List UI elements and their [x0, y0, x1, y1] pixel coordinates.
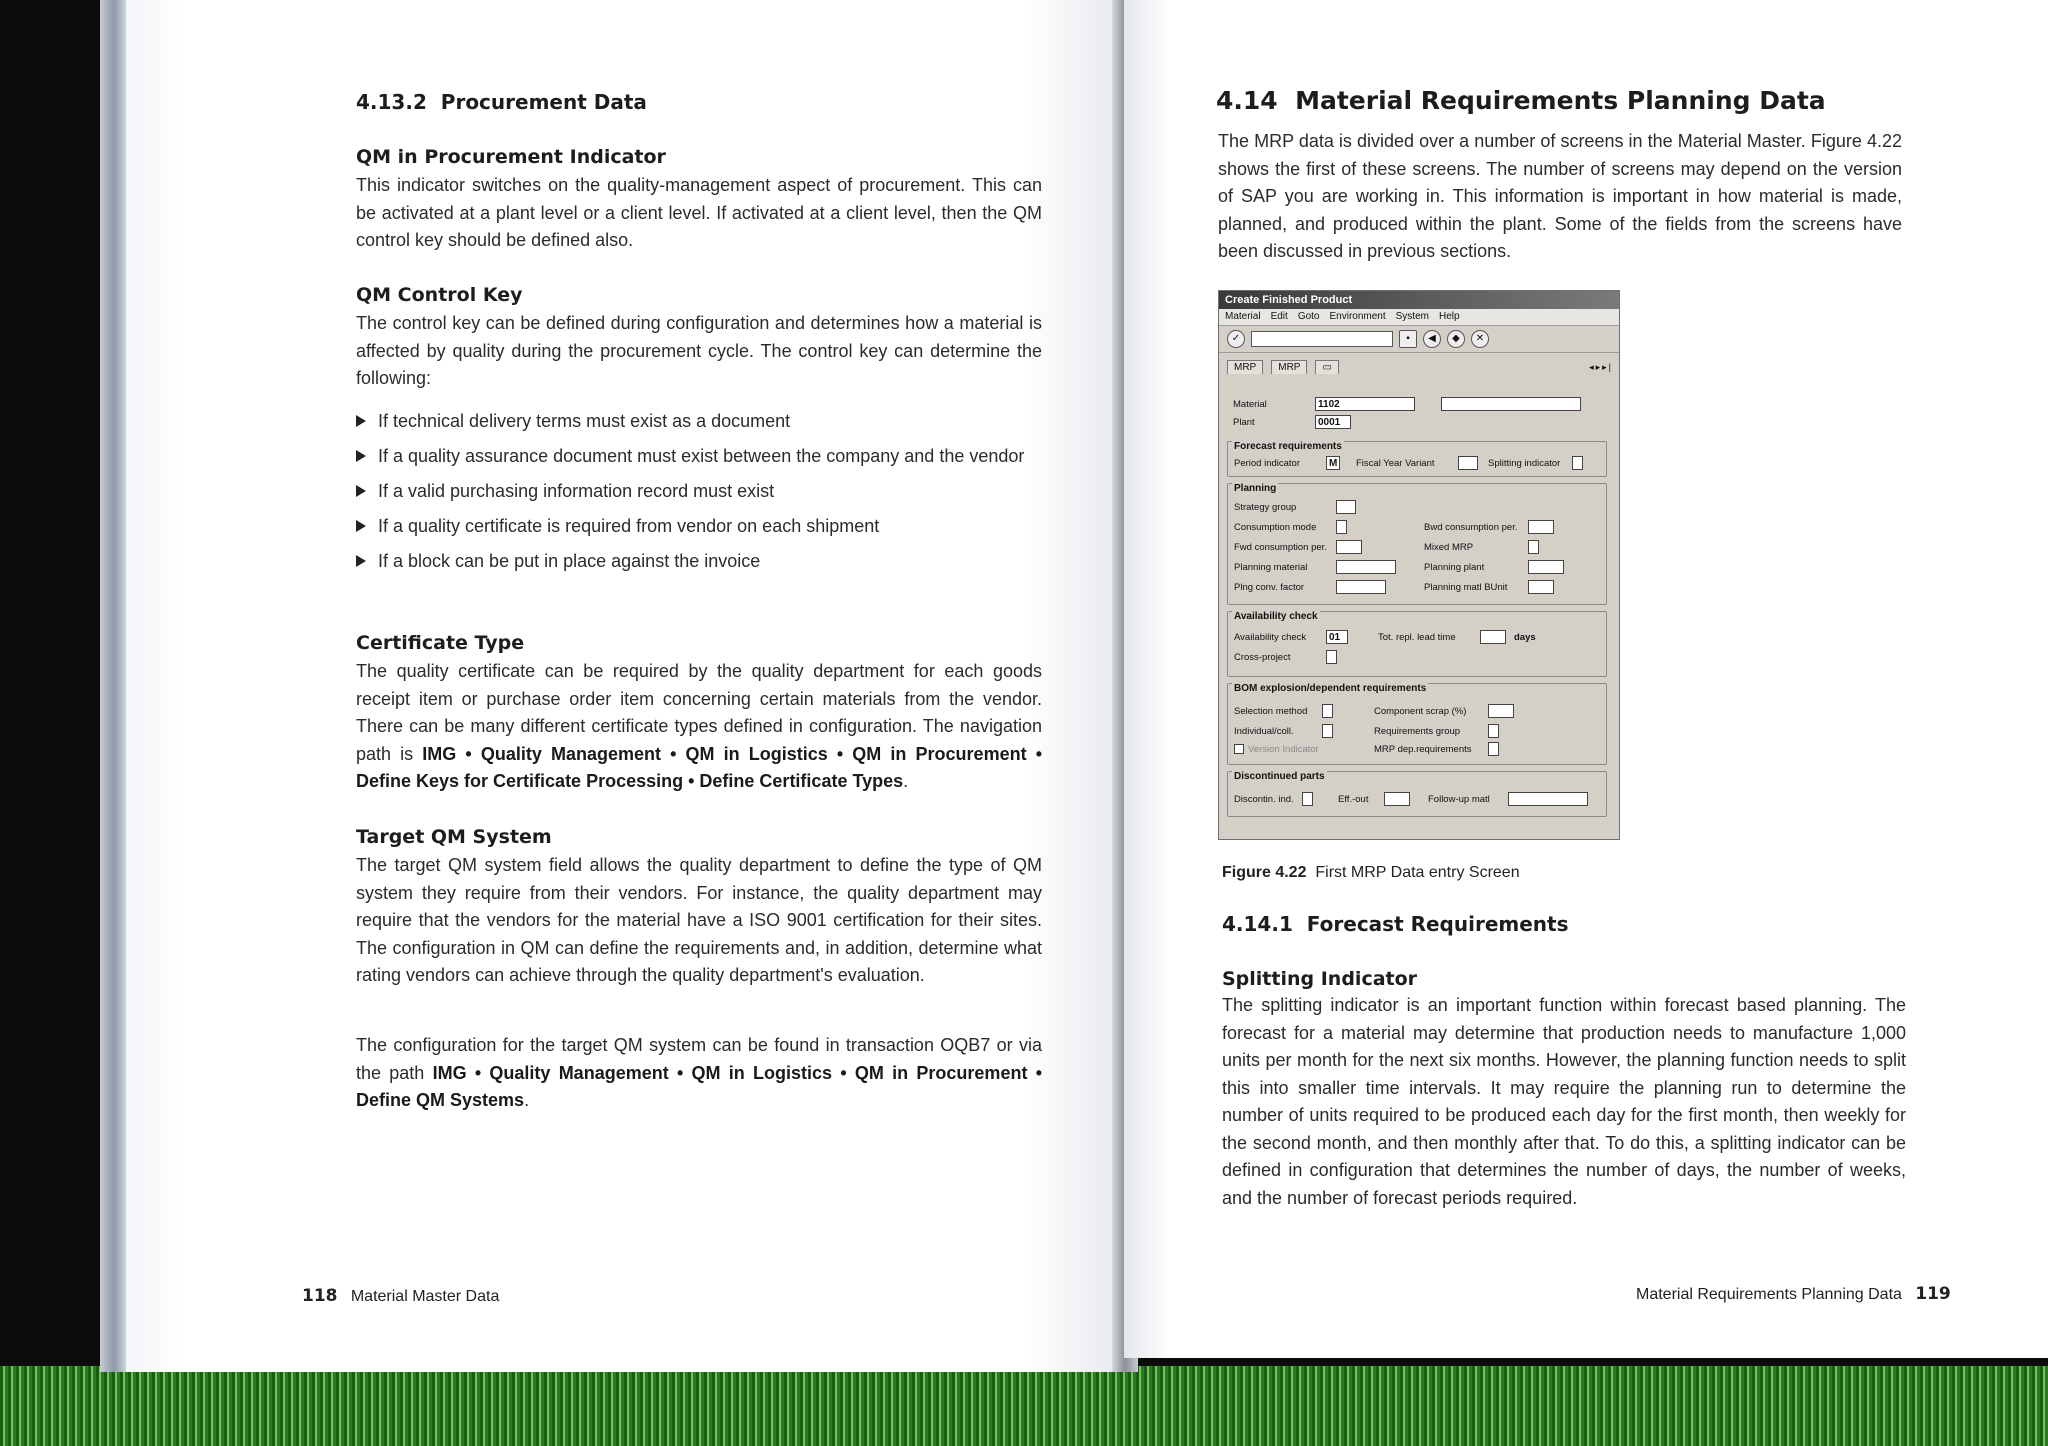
eff-out-field[interactable]: [1384, 792, 1410, 806]
paragraph-splitting-indicator: The splitting indicator is an important function within forecast based planning. The forecast for a material may determine that production needs to manufacture 1,000 units per month for the next six months. However, the planning function needs to split this into smaller time intervals. It may require the planning run to determine the number of units required to be produced each day for the first month, then weekly for the second month, and then monthly after that. To do this, a splitting indicator can be defined in configuration that determines the number of days, the number of weeks, and the number of forecast periods required.: [1222, 995, 1906, 1208]
fwd-consumption-field[interactable]: [1336, 540, 1362, 554]
mrp-dep-requirements-label: MRP dep.requirements: [1374, 744, 1472, 755]
requirements-group-label: Requirements group: [1374, 726, 1461, 737]
splitting-indicator-label: Splitting indicator: [1488, 458, 1561, 469]
plng-conv-factor-label: Plng conv. factor: [1234, 582, 1305, 593]
subheading-certificate-type: Certificate Type: [356, 632, 525, 654]
running-title: Material Requirements Planning Data: [1636, 1286, 1902, 1303]
follow-up-matl-field[interactable]: [1508, 792, 1588, 806]
subheading-qm-procurement-indicator: QM in Procurement Indicator: [356, 146, 666, 168]
planning-plant-label: Planning plant: [1424, 562, 1485, 573]
strategy-group-label: Strategy group: [1234, 502, 1297, 513]
plng-conv-factor-field[interactable]: [1336, 580, 1386, 594]
navigation-path: IMG • Quality Management • QM in Logistics • QM in Procurement • Define Keys for Certificate Processing • Define Certificate Types: [356, 743, 1042, 791]
group-title: Discontinued parts: [1234, 771, 1325, 782]
figure-label: Figure 4.22: [1222, 864, 1307, 881]
running-title: Material Master Data: [350, 1288, 500, 1305]
version-indicator-checkbox[interactable]: [1234, 744, 1244, 754]
period-indicator-field[interactable]: M: [1326, 456, 1340, 470]
right-folio: [1636, 1284, 1951, 1304]
scanner-edge-strip: [0, 1366, 2048, 1446]
bullet-triangle-icon: [356, 555, 366, 567]
paragraph-mrp-intro: The MRP data is divided over a number of screens in the Material Master. Figure 4.22 shows the first of these screens. The number of screens may depend on the version of SAP you are working in. This information is important in how material is made, planned, and produced within the plant. Some of the fields from the screens have been discussed in previous sections.: [1218, 131, 1902, 261]
save-icon[interactable]: ▪: [1399, 330, 1417, 348]
fiscal-year-variant-label: Fiscal Year Variant: [1356, 458, 1435, 469]
paragraph-qm-procurement-indicator: This indicator switches on the quality-management aspect of procurement. This can be activated at a plant level or a client level. If activated at a client level, then the QM control key should be defined also.: [356, 175, 1042, 250]
sap-window-title: Create Finished Product: [1219, 291, 1619, 309]
command-field[interactable]: [1251, 331, 1393, 347]
menu-item[interactable]: Help: [1438, 311, 1460, 322]
paragraph-qm-control-key: The control key can be defined during configuration and determines how a material is affected by quality during the procurement cycle. The control key can determine the following:: [356, 313, 1042, 388]
group-title: Availability check: [1234, 611, 1318, 622]
tot-repl-lead-time-label: Tot. repl. lead time: [1378, 632, 1456, 643]
left-folio: [302, 1286, 499, 1306]
splitting-indicator-field[interactable]: [1572, 456, 1583, 470]
fiscal-year-variant-field[interactable]: [1458, 456, 1478, 470]
bullet-triangle-icon: [356, 450, 366, 462]
subsection-heading-4-14-1: [1222, 912, 1569, 936]
list-item: If technical delivery terms must exist as a document: [356, 408, 1042, 435]
plant-label: Plant: [1233, 417, 1255, 428]
requirements-group-field[interactable]: [1488, 724, 1499, 738]
sap-tab-strip: [1219, 355, 1619, 379]
enter-check-icon[interactable]: ✓: [1227, 330, 1245, 348]
menu-item[interactable]: Material: [1225, 311, 1261, 322]
group-title: Forecast requirements: [1234, 441, 1342, 452]
menu-item[interactable]: Environment: [1329, 311, 1386, 322]
material-field[interactable]: 1102: [1315, 397, 1415, 411]
discontin-ind-label: Discontin. ind.: [1234, 794, 1294, 805]
section-heading-4-13-2: [356, 90, 647, 114]
planning-material-label: Planning material: [1234, 562, 1308, 573]
tab-mrp-2[interactable]: MRP: [1271, 360, 1307, 374]
strategy-group-field[interactable]: [1336, 500, 1356, 514]
section-number: 4.14: [1216, 86, 1278, 115]
figure-caption: [1222, 864, 1520, 882]
tab-next[interactable]: ▭: [1315, 360, 1338, 374]
section-heading-4-14: [1216, 86, 1826, 115]
bwd-consumption-field[interactable]: [1528, 520, 1554, 534]
group-title: BOM explosion/dependent requirements: [1234, 683, 1427, 694]
consumption-mode-field[interactable]: [1336, 520, 1347, 534]
tot-repl-lead-time-field[interactable]: [1480, 630, 1506, 644]
bullet-triangle-icon: [356, 415, 366, 427]
tab-mrp-1[interactable]: MRP: [1227, 360, 1263, 374]
section-title: Procurement Data: [440, 90, 647, 114]
planning-group: [1227, 483, 1607, 605]
mixed-mrp-field[interactable]: [1528, 540, 1539, 554]
planning-plant-field[interactable]: [1528, 560, 1564, 574]
subheading-target-qm-system: Target QM System: [356, 826, 552, 848]
cross-project-label: Cross-project: [1234, 652, 1291, 663]
bom-explosion-group: [1227, 683, 1607, 765]
eff-out-label: Eff.-out: [1338, 794, 1369, 805]
page-number: 119: [1915, 1284, 1951, 1304]
planning-matl-bunit-field[interactable]: [1528, 580, 1554, 594]
section-title: Material Requirements Planning Data: [1295, 86, 1826, 115]
forecast-requirements-group: [1227, 441, 1607, 477]
bwd-consumption-label: Bwd consumption per.: [1424, 522, 1518, 533]
version-indicator-label: Version Indicator: [1248, 744, 1319, 755]
control-key-bullet-list: [356, 408, 1042, 583]
individual-coll-label: Individual/coll.: [1234, 726, 1294, 737]
consumption-mode-label: Consumption mode: [1234, 522, 1317, 533]
days-unit-label: days: [1514, 632, 1536, 643]
sap-menu-bar: [1219, 309, 1619, 326]
list-item: If a quality certificate is required from vendor on each shipment: [356, 513, 1042, 540]
subheading-qm-control-key: QM Control Key: [356, 284, 523, 306]
book-left-edge: [100, 0, 128, 1372]
figure-caption-text: First MRP Data entry Screen: [1315, 864, 1520, 881]
discontinued-parts-group: [1227, 771, 1607, 817]
component-scrap-label: Component scrap (%): [1374, 706, 1467, 717]
subsection-number: 4.14.1: [1222, 912, 1293, 936]
mrp-dep-requirements-field[interactable]: [1488, 742, 1499, 756]
menu-item[interactable]: Goto: [1297, 311, 1320, 322]
tab-scroll-arrows-icon[interactable]: ◂▸▸|: [1589, 361, 1613, 372]
material-label: Material: [1233, 399, 1267, 410]
selection-method-field[interactable]: [1322, 704, 1333, 718]
sap-toolbar: [1219, 326, 1619, 353]
planning-matl-bunit-label: Planning matl BUnit: [1424, 582, 1508, 593]
subheading-splitting-indicator: Splitting Indicator: [1222, 968, 1418, 990]
mixed-mrp-label: Mixed MRP: [1424, 542, 1474, 553]
planning-material-field[interactable]: [1336, 560, 1396, 574]
bullet-triangle-icon: [356, 485, 366, 497]
exit-icon[interactable]: ◆: [1447, 330, 1465, 348]
cross-project-checkbox[interactable]: [1326, 650, 1337, 664]
availability-check-field[interactable]: 01: [1326, 630, 1348, 644]
navigation-path: IMG • Quality Management • QM in Logistics • QM in Procurement • Define QM Systems: [356, 1062, 1043, 1110]
page-number: 118: [302, 1286, 338, 1306]
plant-field[interactable]: 0001: [1315, 415, 1351, 429]
subsection-title: Forecast Requirements: [1306, 912, 1569, 936]
list-item: If a valid purchasing information record must exist: [356, 478, 1042, 505]
list-item: If a block can be put in place against the invoice: [356, 548, 1042, 575]
menu-item[interactable]: System: [1395, 311, 1429, 322]
period-indicator-label: Period indicator: [1234, 458, 1301, 469]
group-title: Planning: [1234, 483, 1277, 494]
availability-check-label: Availability check: [1234, 632, 1307, 643]
discontin-ind-field[interactable]: [1302, 792, 1313, 806]
sap-mrp-screen-figure: [1218, 290, 1620, 840]
component-scrap-field[interactable]: [1488, 704, 1514, 718]
list-item: If a quality assurance document must exist between the company and the vendor: [356, 443, 1042, 470]
paragraph-target-qm-config: The configuration for the target QM system can be found in transaction OQB7 or via the path IMG • Quality Management • QM in Logistics • QM in Procurement • Define QM Systems.: [356, 1035, 1043, 1110]
fwd-consumption-label: Fwd consumption per.: [1234, 542, 1327, 553]
bullet-triangle-icon: [356, 520, 366, 532]
paragraph-target-qm-system: The target QM system field allows the quality department to define the type of QM system they require from their vendors. For instance, the quality department may require that the vendors for the material have a ISO 9001 certification for their sites. The configuration in QM can define the requirements and, in addition, determine what rating vendors can achieve through the quality department's evaluation.: [356, 855, 1042, 985]
selection-method-label: Selection method: [1234, 706, 1308, 717]
paragraph-certificate-type: The quality certificate can be required by the quality department for each goods receipt item or purchase order item concerning certain materials from the vendor. There can be many different certificate types defined in configuration. The navigation path is IMG • Quality Management • QM in Logistics • QM in Procurement • Define Keys for Certificate Processing • Define Certificate Types.: [356, 661, 1042, 791]
follow-up-matl-label: Follow-up matl: [1428, 794, 1490, 805]
back-icon[interactable]: ◀: [1423, 330, 1441, 348]
material-description-field[interactable]: [1441, 397, 1581, 411]
section-number: 4.13.2: [356, 90, 427, 114]
availability-check-group: [1227, 611, 1607, 677]
individual-coll-field[interactable]: [1322, 724, 1333, 738]
menu-item[interactable]: Edit: [1270, 311, 1288, 322]
cancel-icon[interactable]: ✕: [1471, 330, 1489, 348]
